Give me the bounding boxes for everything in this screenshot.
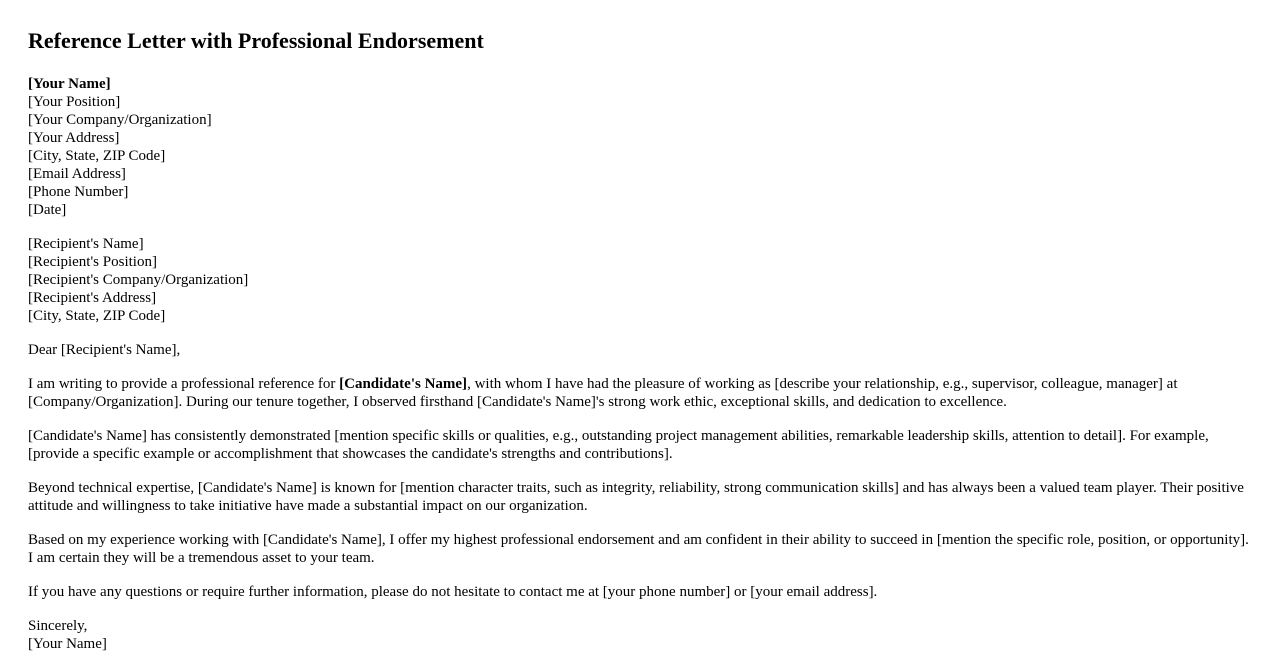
sender-address: [Your Address]: [28, 130, 120, 146]
paragraph-skills: [Candidate's Name] has consistently demonstrated [mention specific skills or qualities, e.g., outstanding project management abilities, remarkable leadership skills, attention to detail]. For example, [provide a specific example or accomplishment that showcases the candidate's strengths and contributions].: [28, 428, 1209, 462]
paragraph-endorsement: Based on my experience working with [Candidate's Name], I offer my highest professional endorsement and am confident in their ability to succeed in [mention the specific role, position, or opportunity]. I am certain they will be a tremendous asset to your team.: [28, 532, 1249, 566]
closing: [28, 617, 1253, 653]
recipient-company: [Recipient's Company/Organization]: [28, 272, 249, 288]
letter-date: [Date]: [28, 202, 67, 218]
sender-company: [Your Company/Organization]: [28, 112, 212, 128]
paragraph-intro: [28, 375, 1253, 411]
sender-position: [Your Position]: [28, 94, 121, 110]
paragraph-character: Beyond technical expertise, [Candidate's Name] is known for [mention character traits, such as integrity, reliability, strong communication skills] and has always been a valued team player. Their positive attitude and willingness to take initiative have made a substantial impact on our organization.: [28, 480, 1244, 514]
sender-email: [Email Address]: [28, 166, 126, 182]
candidate-name: [Candidate's Name]: [339, 376, 468, 392]
recipient-block: [28, 235, 1253, 325]
closing-text: Sincerely,: [28, 618, 88, 634]
recipient-address: [Recipient's Address]: [28, 290, 157, 306]
recipient-city: [City, State, ZIP Code]: [28, 308, 166, 324]
paragraph-contact: If you have any questions or require further information, please do not hesitate to contact me at [your phone number] or [your email address].: [28, 584, 878, 600]
signature-name: [Your Name]: [28, 636, 107, 652]
sender-name: [Your Name]: [28, 76, 111, 92]
sender-city: [City, State, ZIP Code]: [28, 148, 166, 164]
intro-text-start: I am writing to provide a professional reference for: [28, 376, 340, 392]
recipient-name: [Recipient's Name]: [28, 236, 144, 252]
sender-phone: [Phone Number]: [28, 184, 129, 200]
sender-block: [28, 75, 1253, 219]
letter-title: Reference Letter with Professional Endorsement: [28, 28, 484, 53]
letter-page: [28, 26, 1253, 653]
recipient-position: [Recipient's Position]: [28, 254, 157, 270]
intro-text-end: , with whom I have had the pleasure of working as [describe your relationship, e.g., supervisor, colleague, manager] at [Company/Organization]. During our tenure together, I observed firsthand [Candidate's Name]'s strong work ethic, exceptional skills, and dedication to excellence.: [28, 376, 1178, 410]
salutation: Dear [Recipient's Name],: [28, 342, 181, 358]
